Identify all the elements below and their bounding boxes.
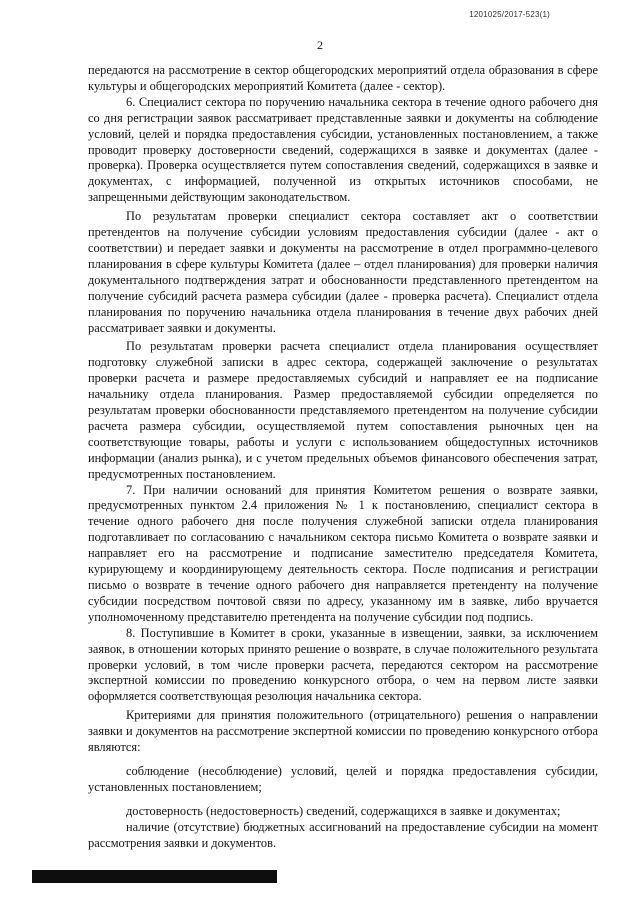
paragraph-calculation-check: По результатам проверки расчета специалист отдела планирования осуществляет подготовку служебной записки в адрес сектора, содержащей заключение о результатах проверки расчета и размере предоставляемых субсидий и направляет ее на подписание начальнику отдела планирования. Размер предоставляемой субсидии определяется по результатам проверки обоснованности представляемого претендентом на получение субсидии расчета размера субсидии, осуществляемой путем сопоставления рыночных цен на соответствующие товары, работы и услуги с использованием общедоступных источников информации (анализ рынка), и с учетом предельных объемов финансового обеспечения затрат, предусмотренных постановлением. [88,339,598,481]
paragraph-criteria-intro: Критериями для принятия положительного (отрицательного) решения о направлении заявки и документов на рассмотрение экспертной комиссии по проведению конкурсного отбора являются: [88,708,598,755]
paragraph-criterion-conditions: соблюдение (несоблюдение) условий, целей и порядка предоставления субсидии, установленных постановлением; [88,763,598,794]
paragraph-item-7: 7. При наличии оснований для принятия Комитетом решения о возврате заявки, предусмотренных пунктом 2.4 приложения № 1 к постановлению, специалист сектора в течение одного рабочего дня после получения служебной записки отдела планирования подготавливает по согласованию с начальником сектора письмо Комитета о возврате заявки и направляет его на рассмотрение и подписание заместителю председателя Комитета, курирующему и координирующему деятельность сектора. После подписания и регистрации письмо о возврате в течение одного рабочего дня направляется претенденту на получение субсидии посредством почтовой связи по адресу, указанному им в заявке, либо вручается уполномоченному представителю претендента на получение субсидии под подпись. [88,482,598,624]
paragraph-continuation: передаются на рассмотрение в сектор общегородских мероприятий отдела образования в сфере культуры и общегородских мероприятий Комитета (далее - сектор). [88,63,598,93]
page-number: 2 [317,38,323,52]
scan-artifact-bar [32,870,277,883]
document-registration-number: 1201025/2017-523(1) [469,10,550,19]
paragraph-criterion-budget: наличие (отсутствие) бюджетных ассигнований на предоставление субсидии на момент рассмотрения заявки и документов. [88,819,598,850]
paragraph-verification-act: По результатам проверки специалист сектора составляет акт о соответствии претендентов на получение субсидии условиям предоставления субсидии (далее - акт о соответствии) и передает заявки и документы на рассмотрение в отдел программно-целевого планирования в сфере культуры Комитета (далее – отдел планирования) для проверки наличия документального подтверждения затрат и обоснованности представленного претендентом на получение субсидий расчета размера субсидии (далее - проверка расчета). Специалист отдела планирования по поручению начальника отдела планирования в течение двух рабочих дней рассматривает заявки и документы. [88,209,598,335]
document-body [88,63,598,852]
paragraph-item-6: 6. Специалист сектора по поручению начальника сектора в течение одного рабочего дня со дня регистрации заявок рассматривает представленные заявки и документы на соблюдение условий, целей и порядка предоставления субсидии, установленных постановлением, а также проводит проверку достоверности сведений, содержащихся в заявке и документах (далее - проверка). Проверка осуществляется путем сопоставления сведений, содержащихся в заявке и документах, с информацией, полученной из открытых источников способами, не запрещенными действующим законодательством. [88,94,598,205]
paragraph-criterion-reliability: достоверность (недостоверность) сведений, содержащихся в заявке и документах; [126,803,561,818]
paragraph-item-8: 8. Поступившие в Комитет в сроки, указанные в извещении, заявки, за исключением заявок, в отношении которых принято решение о возврате, в случае положительного результата проверки условий, в том числе проверки расчета, передаются сектором на рассмотрение экспертной комиссии по проведению конкурсного отбора, о чем на первом листе заявки оформляется соответствующая резолюция начальника сектора. [88,625,598,704]
